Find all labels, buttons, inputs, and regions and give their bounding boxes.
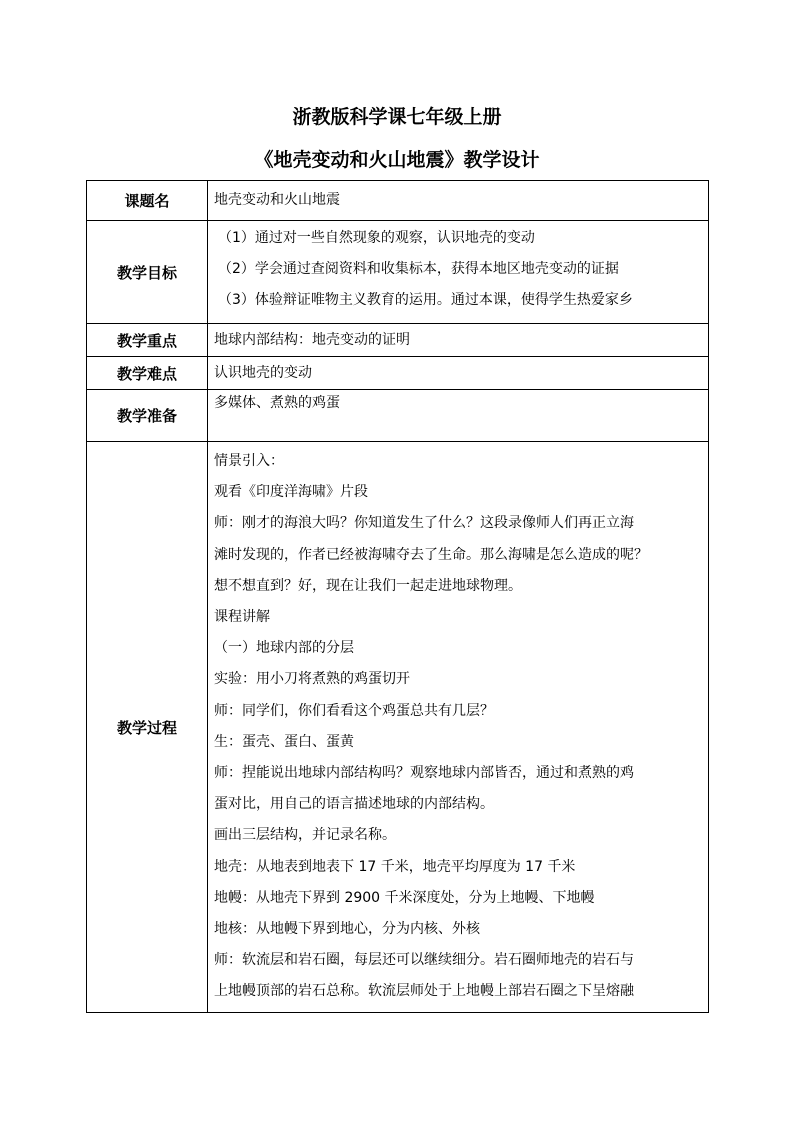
text-line: 地球内部结构：地壳变动的证明 <box>214 332 410 348</box>
row-content-topic <box>208 181 709 221</box>
table-row-process <box>87 442 709 1013</box>
table-row-objectives <box>87 221 709 324</box>
document-title: 浙教版科学课七年级上册 <box>292 106 502 128</box>
text-line: 想不想直到？好，现在让我们一起走进地球物理。 <box>214 577 522 594</box>
text-line: 师：刚才的海浪大吗？你知道发生了什么？这段录像师人们再正立海 <box>214 515 634 532</box>
text-line: 地壳：从地表到地表下 17 千米，地壳平均厚度为 17 千米 <box>214 858 576 875</box>
row-label-objectives: 教学目标 <box>87 221 208 324</box>
table-row-difficulties <box>87 357 709 390</box>
row-label-key-points: 教学重点 <box>87 324 208 357</box>
text-line: 师：捏能说出地球内部结构吗？观察地球内部皆否，通过和煮熟的鸡 <box>214 765 634 782</box>
text-line: （一）地球内部的分层 <box>214 640 354 657</box>
text-line: 课程讲解 <box>214 609 270 626</box>
table-row-key-points <box>87 324 709 357</box>
row-label-topic: 课题名 <box>87 181 208 221</box>
text-line: （2）学会通过查阅资料和收集标本，获得本地区地壳变动的证据 <box>218 261 619 277</box>
text-line: 师：软流层和岩石圈，每层还可以继续细分。岩石圈师地壳的岩石与 <box>214 952 634 969</box>
text-line: 上地幔顶部的岩石总称。软流层师处于上地幔上部岩石圈之下呈熔融 <box>214 983 634 1000</box>
table-row-topic <box>87 181 709 221</box>
row-content-preparation <box>208 390 709 442</box>
text-line: 观看《印度洋海啸》片段 <box>214 484 368 501</box>
text-line: 生：蛋壳、蛋白、蛋黄 <box>214 733 354 750</box>
row-label-process: 教学过程 <box>87 442 208 1013</box>
text-line: 多媒体、煮熟的鸡蛋 <box>214 395 340 411</box>
text-line: 地幔：从地壳下界到 2900 千米深度处，分为上地幔、下地幔 <box>214 889 595 906</box>
row-content-process <box>208 442 709 1013</box>
document-subtitle: 《地壳变动和火山地震》教学设计 <box>254 149 540 171</box>
text-line: 地壳变动和火山地震 <box>214 192 340 208</box>
table-row-preparation <box>87 390 709 442</box>
row-content-key-points <box>208 324 709 357</box>
text-line: （1）通过对一些自然现象的观察，认识地壳的变动 <box>218 230 535 246</box>
text-line: 情景引入： <box>214 453 284 469</box>
row-content-objectives <box>208 221 709 324</box>
text-line: （3）体验辩证唯物主义教育的运用。通过本课，使得学生热爱家乡 <box>218 292 633 308</box>
text-line: 蛋对比，用自己的语言描述地球的内部结构。 <box>214 796 494 813</box>
text-line: 滩时发现的，作者已经被海啸夺去了生命。那么海啸是怎么造成的呢？ <box>214 546 648 563</box>
text-line: 地核：从地幔下界到地心，分为内核、外核 <box>214 921 480 938</box>
text-line: 认识地壳的变动 <box>214 365 312 381</box>
lesson-plan-table <box>86 180 709 1013</box>
text-line: 师：同学们，你们看看这个鸡蛋总共有几层？ <box>214 702 494 719</box>
row-content-difficulties <box>208 357 709 390</box>
text-line: 实验：用小刀将煮熟的鸡蛋切开 <box>214 671 410 688</box>
text-line: 画出三层结构，并记录名称。 <box>214 827 396 844</box>
row-label-difficulties: 教学难点 <box>87 357 208 390</box>
row-label-preparation: 教学准备 <box>87 390 208 442</box>
